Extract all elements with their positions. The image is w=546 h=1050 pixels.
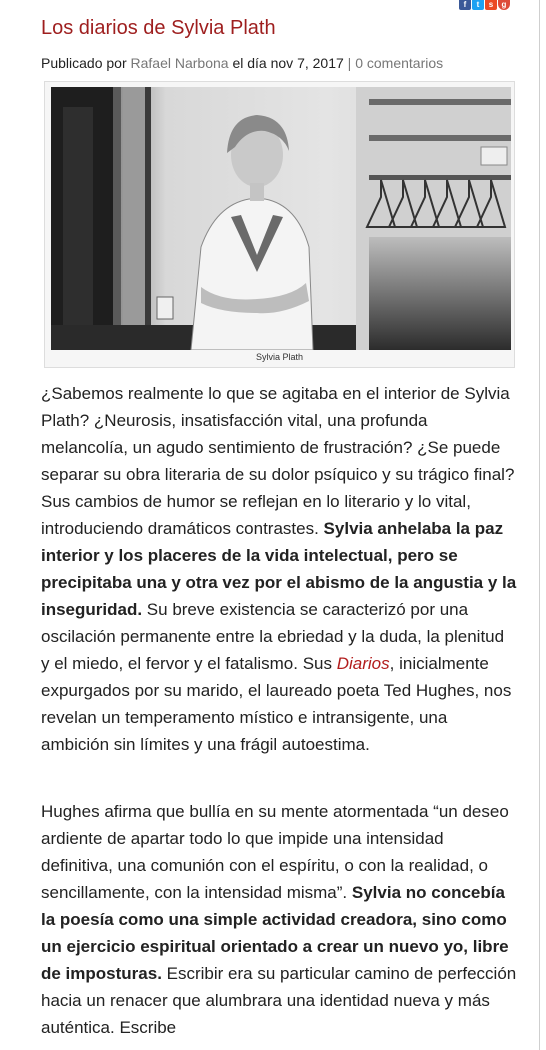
facebook-icon[interactable]: f [459,0,471,10]
sidebar-divider [539,0,540,1050]
image-caption: Sylvia Plath [255,352,304,362]
meta-separator: | [347,55,352,71]
article-title[interactable]: Los diarios de Sylvia Plath [41,17,276,39]
twitter-icon[interactable]: t [472,0,484,10]
post-date: el día nov 7, 2017 [232,55,344,71]
paragraph-2 [41,798,517,1041]
article-photo [51,87,511,350]
p2-bold-1: Sylvia no concebía la poesía como una simple actividad creadora, sino como un ejercicio espiritual orientado a crear un nuevo yo, libre de imposturas. [41,883,509,983]
author-link[interactable]: Rafael Narbona [130,55,229,71]
stumbleupon-icon[interactable]: s [485,0,497,10]
post-meta [41,54,443,72]
comments-link[interactable]: 0 comentarios [355,55,444,71]
google-plus-icon[interactable]: g [498,0,510,10]
p2-text-2: Escribir era su particular camino de perfección hacia un renacer que alumbrara una identidad nueva y más auténtica. Escribe [41,964,517,1037]
p1-bold-1: Sylvia anhelaba la paz interior y los placeres de la vida intelectual, pero se precipitaba una y otra vez por el abismo de la angustia y la inseguridad. [41,519,517,619]
diarios-link[interactable]: Diarios [336,654,390,673]
p1-text-1: ¿Sabemos realmente lo que se agitaba en el interior de Sylvia Plath? ¿Neurosis, insatisfacción vital, una profunda melancolía, un agudo sentimiento de frustración? ¿Se puede separar su obra literaria de su dolor psíquico y su trágico final? Sus cambios de humor se reflejan en lo literario y lo vital, introduciendo dramáticos contrastes. [41,384,515,538]
p2-text-1: Hughes afirma que bullía en su mente atormentada “un deseo ardiente de apartar todo lo que impide una intensidad definitiva, una comunión con el espíritu, o con la realidad, o sencillamente, con la intensidad misma”. [41,802,509,902]
p1-text-3: , inicialmente expurgados por su marido, el laureado poeta Ted Hughes, nos revelan un temperamento místico e intransigente, una ambición sin límites y una frágil autoestima. [41,654,512,754]
paragraph-1 [41,380,517,758]
meta-prefix: Publicado por [41,55,127,71]
p1-text-2: Su breve existencia se caracterizó por una oscilación permanente entre la ebriedad y la duda, la plenitud y el miedo, el fervor y el fatalismo. Sus [41,600,505,673]
share-icons [459,0,510,10]
